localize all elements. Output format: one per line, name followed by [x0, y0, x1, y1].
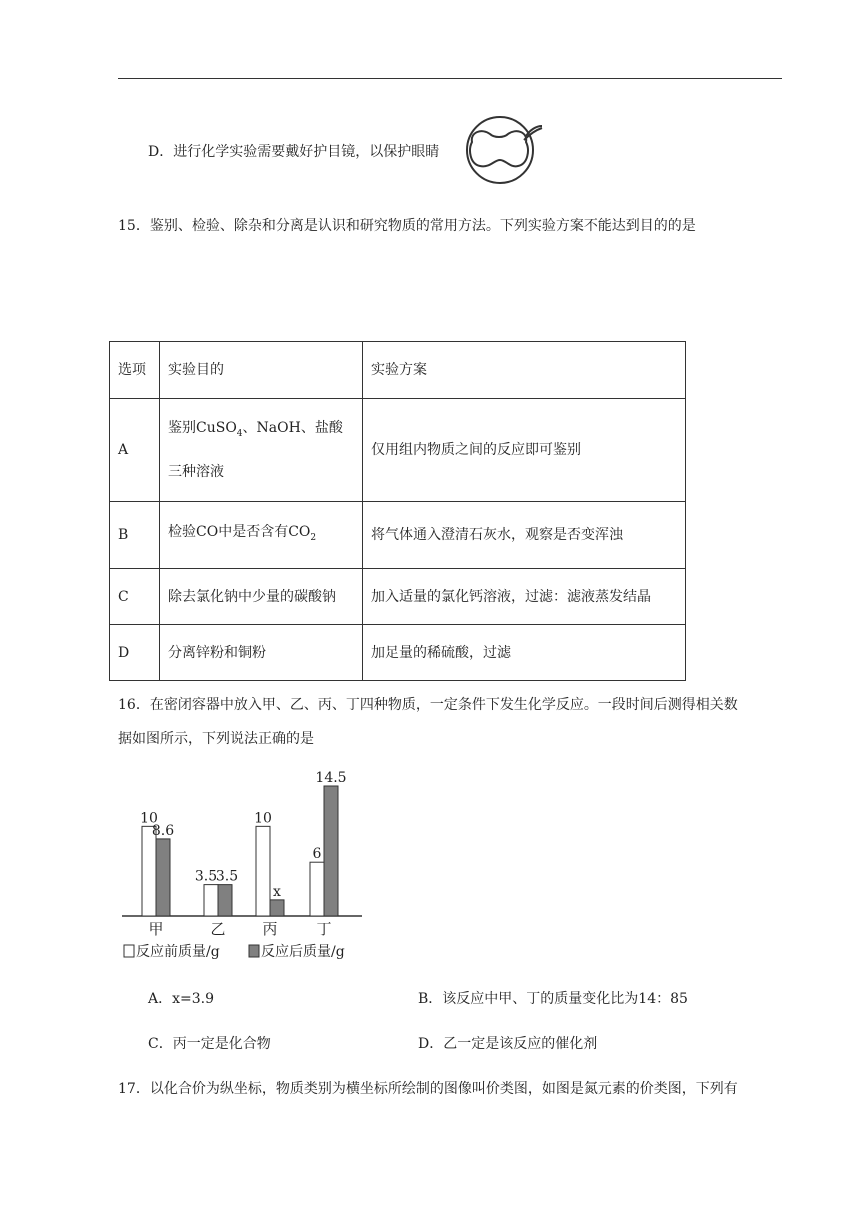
- q16-option-c: C．丙一定是化合物: [148, 1036, 271, 1052]
- header-plan: 实验方案: [363, 342, 686, 399]
- bar-after: [270, 900, 284, 916]
- legend-swatch-before: [124, 945, 134, 957]
- row-plan: 加足量的稀硫酸，过滤: [363, 625, 686, 681]
- q16-stem-line1: 16．在密闭容器中放入甲、乙、丙、丁四种物质，一定条件下发生化学反应。一段时间后测得相关数: [118, 697, 738, 713]
- bar-data-label: 6: [312, 846, 322, 863]
- table-row: [110, 399, 686, 502]
- table-header-row: [110, 342, 686, 399]
- bar-data-label: 14.5: [315, 770, 347, 786]
- category-label: 丁: [316, 920, 332, 938]
- experiment-table: [109, 341, 686, 681]
- bar-after: [218, 885, 232, 916]
- bar-after: [324, 786, 338, 916]
- q14-option-d: D．进行化学实验需要戴好护目镜，以保护眼睛: [148, 144, 440, 160]
- bar-data-label: 10: [254, 810, 272, 827]
- row-goal: 除去氯化钠中少量的碳酸钠: [160, 569, 363, 625]
- bar-data-label: 8.6: [151, 822, 175, 839]
- legend-label-before: 反应前质量/g: [136, 944, 220, 960]
- row-plan: 将气体通入澄清石灰水，观察是否变浑浊: [363, 502, 686, 569]
- q17-stem: 17．以化合价为纵坐标，物质类别为横坐标所绘制的图像叫价类图，如图是氮元素的价类图，下列有: [118, 1081, 738, 1097]
- bar-data-label: 10: [140, 810, 158, 827]
- row-option: D: [110, 625, 160, 681]
- table-row: [110, 625, 686, 681]
- bar-data-label: 3.5: [215, 868, 239, 885]
- table-row: [110, 569, 686, 625]
- bar-before: [204, 885, 218, 916]
- mass-bar-chart: [118, 760, 378, 970]
- bar-data-label: x: [273, 883, 281, 900]
- legend-label-after: 反应后质量/g: [261, 944, 345, 960]
- row-option: A: [110, 399, 160, 502]
- bar-data-label: 3.5: [194, 868, 218, 885]
- row-option: B: [110, 502, 160, 569]
- q16-option-b: B．该反应中甲、丁的质量变化比为14：85: [418, 991, 688, 1007]
- row-goal: 鉴别CuSO$_4$、NaOH、盐酸 三种溶液: [160, 399, 363, 502]
- table-row: [110, 502, 686, 569]
- q16-option-d: D．乙一定是该反应的催化剂: [418, 1036, 598, 1052]
- category-label: 甲: [148, 920, 164, 938]
- q16-stem-line2: 据如图所示，下列说法正确的是: [118, 731, 314, 747]
- row-plan: 仅用组内物质之间的反应即可鉴别: [363, 399, 686, 502]
- top-divider: [118, 78, 782, 79]
- bar-before: [310, 862, 324, 916]
- bar-before: [142, 826, 156, 916]
- row-option: C: [110, 569, 160, 625]
- safety-goggles-icon: [460, 114, 546, 186]
- q15-stem: 15．鉴别、检验、除杂和分离是认识和研究物质的常用方法。下列实验方案不能达到目的的是: [118, 218, 696, 234]
- q16-option-a: A．x=3.9: [148, 991, 215, 1007]
- category-label: 乙: [210, 920, 226, 938]
- row-goal: 分离锌粉和铜粉: [160, 625, 363, 681]
- bar-after: [156, 839, 170, 916]
- row-goal: 检验CO中是否含有$CO_2$: [160, 502, 363, 569]
- header-goal: 实验目的: [160, 342, 363, 399]
- category-label: 丙: [262, 920, 278, 938]
- row-plan: 加入适量的氯化钙溶液，过滤：滤液蒸发结晶: [363, 569, 686, 625]
- legend-swatch-after: [249, 945, 259, 957]
- header-option: 选项: [110, 342, 160, 399]
- bar-before: [256, 826, 270, 916]
